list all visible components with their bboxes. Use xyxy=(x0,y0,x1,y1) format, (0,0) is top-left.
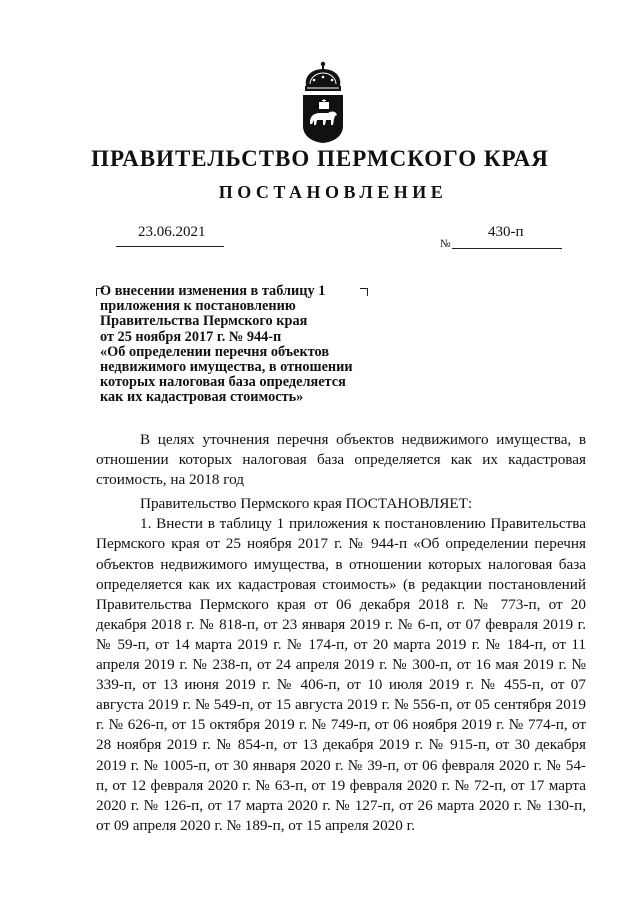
body-paragraph: В целях уточнения перечня объектов недвижимого имущества, в отношении которых налоговая база определяется как их кадастровая стоимость, на 2018 год xyxy=(96,431,586,489)
document-date: 23.06.2021 xyxy=(138,224,206,240)
coat-of-arms-icon xyxy=(298,58,348,144)
body-paragraph: Правительство Пермского края ПОСТАНОВЛЯЕТ: xyxy=(140,495,473,513)
date-underline xyxy=(116,246,224,247)
subject-line: приложения к постановлению xyxy=(100,298,296,315)
number-sign: № xyxy=(440,238,451,250)
subject-line: которых налоговая база определяется xyxy=(100,374,346,391)
subject-line: О внесении изменения в таблицу 1 xyxy=(100,283,326,299)
document-number: 430-п xyxy=(488,224,524,240)
subject-line: Правительства Пермского края xyxy=(100,313,308,330)
document-type: ПОСТАНОВЛЕНИЕ xyxy=(218,182,448,202)
subject-line: от 25 ноября 2017 г. № 944-п xyxy=(100,328,282,345)
subject-line: «Об определении перечня объектов xyxy=(100,343,330,360)
document-subject xyxy=(100,284,370,406)
number-underline xyxy=(452,248,562,249)
body-paragraph: 1. Внести в таблицу 1 приложения к постановлению Правительства Пермского края от 25 ноября 2017 г. № 944-п «Об определении перечня объектов недвижимого имущества, в отношении которых налоговая база определяется как их кадастровая стоимость» (в редакции постановлений Правительства Пермского края от 06 декабря 2018 г. № 773-п, от 20 декабря 2018 г. № 818-п, от 23 января 2019 г. № 6-п, от 07 февраля 2019 г. № 59-п, от 14 марта 2019 г. № 174-п, от 20 марта 2019 г. № 184-п, от 11 апреля 2019 г. № 238-п, от 24 апреля 2019 г. № 300-п, от 16 мая 2019 г. № 339-п, от 13 июня 2019 г. № 406-п, от 10 июля 2019 г. № 455-п, от 07 августа 2019 г. № 549-п, от 15 августа 2019 г. № 556-п, от 05 сентября 2019 г. № 626-п, от 15 октября 2019 г. № 749-п, от 06 ноября 2019 г. № 774-п, от 28 ноября 2019 г. № 854-п, от 13 декабря 2019 г. № 915-п, от 30 декабря 2019 г. № 1005-п, от 30 января 2020 г. № 39-п, от 06 февраля 2020 г. № 54-п, от 12 февраля 2020 г. № 63-п, от 19 февраля 2020 г. № 72-п, от 17 марта 2020 г. № 126-п, от 17 марта 2020 г. № 127-п, от 26 марта 2020 г. № 130-п, от 09 апреля 2020 г. № 189-п, от 15 апреля 2020 г. xyxy=(96,515,586,834)
document-body xyxy=(96,430,586,836)
subject-line: недвижимого имущества, в отношении xyxy=(100,359,353,376)
subject-line: как их кадастровая стоимость» xyxy=(100,389,304,406)
organization-title: ПРАВИТЕЛЬСТВО ПЕРМСКОГО КРАЯ xyxy=(91,146,549,171)
